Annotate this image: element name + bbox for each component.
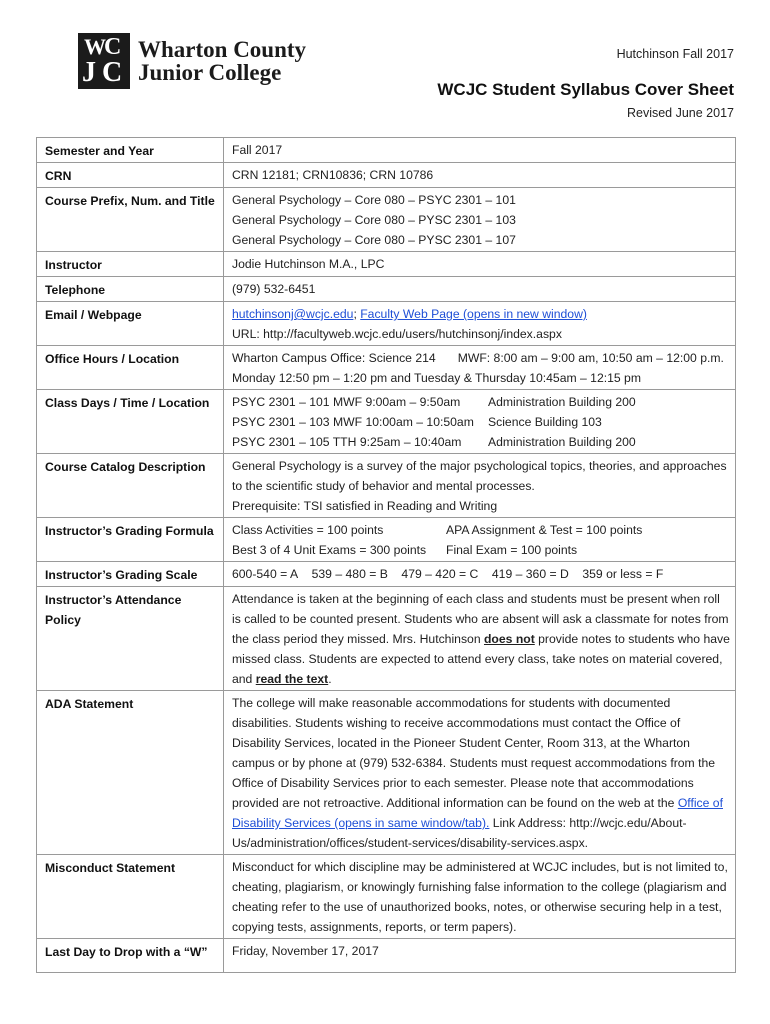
row-label: Course Catalog Description [37,454,224,518]
table-row [37,390,736,454]
row-label: Class Days / Time / Location [37,390,224,454]
table-row [37,346,736,390]
webpage-url: URL: http://facultyweb.wcjc.edu/users/hutchinsonj/index.aspx [232,327,562,341]
page-title: WCJC Student Syllabus Cover Sheet [437,80,734,99]
attendance-text: provide notes to students who have missed class. Students are expected to attend every class, take notes on material covered, and [232,632,730,686]
row-label: Instructor’s Attendance Policy [37,587,224,691]
email-link[interactable]: hutchinsonj@wcjc.edu [232,307,354,321]
row-label: Misconduct Statement [37,855,224,939]
table-row [37,252,736,277]
ada-text: The college will make reasonable accommodations for students with documented disabilities. Students wishing to receive accommodations must contact the Office of Disability Services, located in the Pioneer Student Center, Room 313, at the Wharton campus or by phone at (979) 532-6384. Students must request accommodations from the Office of Disability Services prior to each semester. Please note that accommodations provided are not retroactive. Additional information can be found on the web at the [232,696,716,810]
class-days-value [224,390,736,454]
office-hours-mwf: MWF: 8:00 am – 9:00 am, 10:50 am – 12:00 p.m. [457,351,724,365]
grade-item: 539 – 480 = B [311,567,388,581]
disability-services-link[interactable]: Office of Disability Services (opens in same window/tab). [232,796,723,830]
table-row [37,518,736,562]
prerequisite: Prerequisite: TSI satisfied in Reading and Writing [232,499,498,513]
formula-item: Class Activities = 100 points [232,523,384,537]
catalog-description-value [224,454,736,518]
revision-date: Revised June 2017 [626,106,734,120]
crn-value: CRN 12181; CRN10836; CRN 10786 [224,163,736,188]
table-row [37,302,736,346]
table-row [37,855,736,939]
row-label: Instructor’s Grading Scale [37,562,224,587]
section-time: PSYC 2301 – 103 MWF 10:00am – 10:50am [232,415,474,429]
misconduct-text: Misconduct for which discipline may be administered at WCJC includes, but is not limited to, cheating, plagiarism, or knowingly furnishing false information to the college (plagiarism and cheating refer to the use of unauthorized books, notes, or otherwise securing help in a test, copying tests, assignments, reports, or term papers). [232,860,728,934]
term-label: Hutchinson Fall 2017 [616,47,734,61]
grade-item: 600-540 = A [232,567,299,581]
row-label: CRN [37,163,224,188]
grading-scale-value [224,562,736,587]
section-location: Administration Building 200 [488,395,636,409]
row-label: Instructor’s Grading Formula [37,518,224,562]
attendance-emphasis: read the text [255,672,329,686]
attendance-policy-value [224,587,736,691]
seal-letter: W [84,34,106,59]
table-row [37,562,736,587]
office-hours-value [224,346,736,390]
separator: ; [353,307,357,321]
table-row [37,277,736,302]
table-row [37,188,736,252]
section-location: Science Building 103 [488,415,602,429]
college-seal [78,33,130,89]
instructor-value: Jodie Hutchinson M.A., LPC [224,252,736,277]
row-label: Office Hours / Location [37,346,224,390]
table-row [37,138,736,163]
office-hours-other: Monday 12:50 pm – 1:20 pm and Tuesday & Thursday 10:45am – 12:15 pm [232,371,641,385]
office-location: Wharton Campus Office: Science 214 [232,351,436,365]
course-value [224,188,736,252]
table-row [37,454,736,518]
faculty-web-page-link[interactable]: Faculty Web Page (opens in new window) [360,307,587,321]
row-label: Semester and Year [37,138,224,163]
table-row [37,691,736,855]
formula-item: Best 3 of 4 Unit Exams = 300 points [232,543,427,557]
row-label: Email / Webpage [37,302,224,346]
grade-item: 479 – 420 = C [401,567,479,581]
table-row [37,587,736,691]
section-time: PSYC 2301 – 105 TTH 9:25am – 10:40am [232,435,462,449]
section-time: PSYC 2301 – 101 MWF 9:00am – 9:50am [232,395,461,409]
grade-item: 359 or less = F [582,567,664,581]
course-line: General Psychology – Core 080 – PYSC 2301 – 103 [232,213,516,227]
grade-item: 419 – 360 = D [491,567,569,581]
grading-formula-value [224,518,736,562]
college-logo [78,33,306,89]
section-location: Administration Building 200 [488,435,636,449]
course-line: General Psychology – Core 080 – PSYC 2301 – 101 [232,193,516,207]
logo-wordmark [138,38,306,84]
table-row [37,163,736,188]
attendance-emphasis: does not [483,632,535,646]
syllabus-table [36,137,736,973]
telephone-value: (979) 532-6451 [224,277,736,302]
seal-letter: C [102,57,123,88]
misconduct-value [224,855,736,939]
ada-link-address: Link Address: http://wcjc.edu/About-Us/administration/offices/student-services/disability-services.aspx. [232,816,687,850]
table-row [37,939,736,973]
logo-line-2: Junior College [138,60,282,85]
ada-statement-value [224,691,736,855]
seal-letter: C [104,34,122,60]
row-label: Telephone [37,277,224,302]
course-line: General Psychology – Core 080 – PYSC 2301 – 107 [232,233,516,247]
seal-letter: J [82,57,96,88]
row-label: ADA Statement [37,691,224,855]
catalog-text: General Psychology is a survey of the major psychological topics, theories, and approaches to the scientific study of behavior and mental processes. [232,459,727,493]
attendance-text: . [328,672,332,686]
logo-line-1: Wharton County [138,37,307,62]
drop-date-value: Friday, November 17, 2017 [224,939,736,973]
row-label: Course Prefix, Num. and Title [37,188,224,252]
formula-item: Final Exam = 100 points [446,543,578,557]
email-webpage-value [224,302,736,346]
semester-value: Fall 2017 [224,138,736,163]
row-label: Instructor [37,252,224,277]
row-label: Last Day to Drop with a “W” [37,939,224,973]
attendance-text: Attendance is taken at the beginning of each class and students must be present when roll is called to be counted present. Students who are absent will ask a classmate for notes from the class period they missed. Mrs. Hutchinson [232,592,729,646]
formula-item: APA Assignment & Test = 100 points [446,523,643,537]
